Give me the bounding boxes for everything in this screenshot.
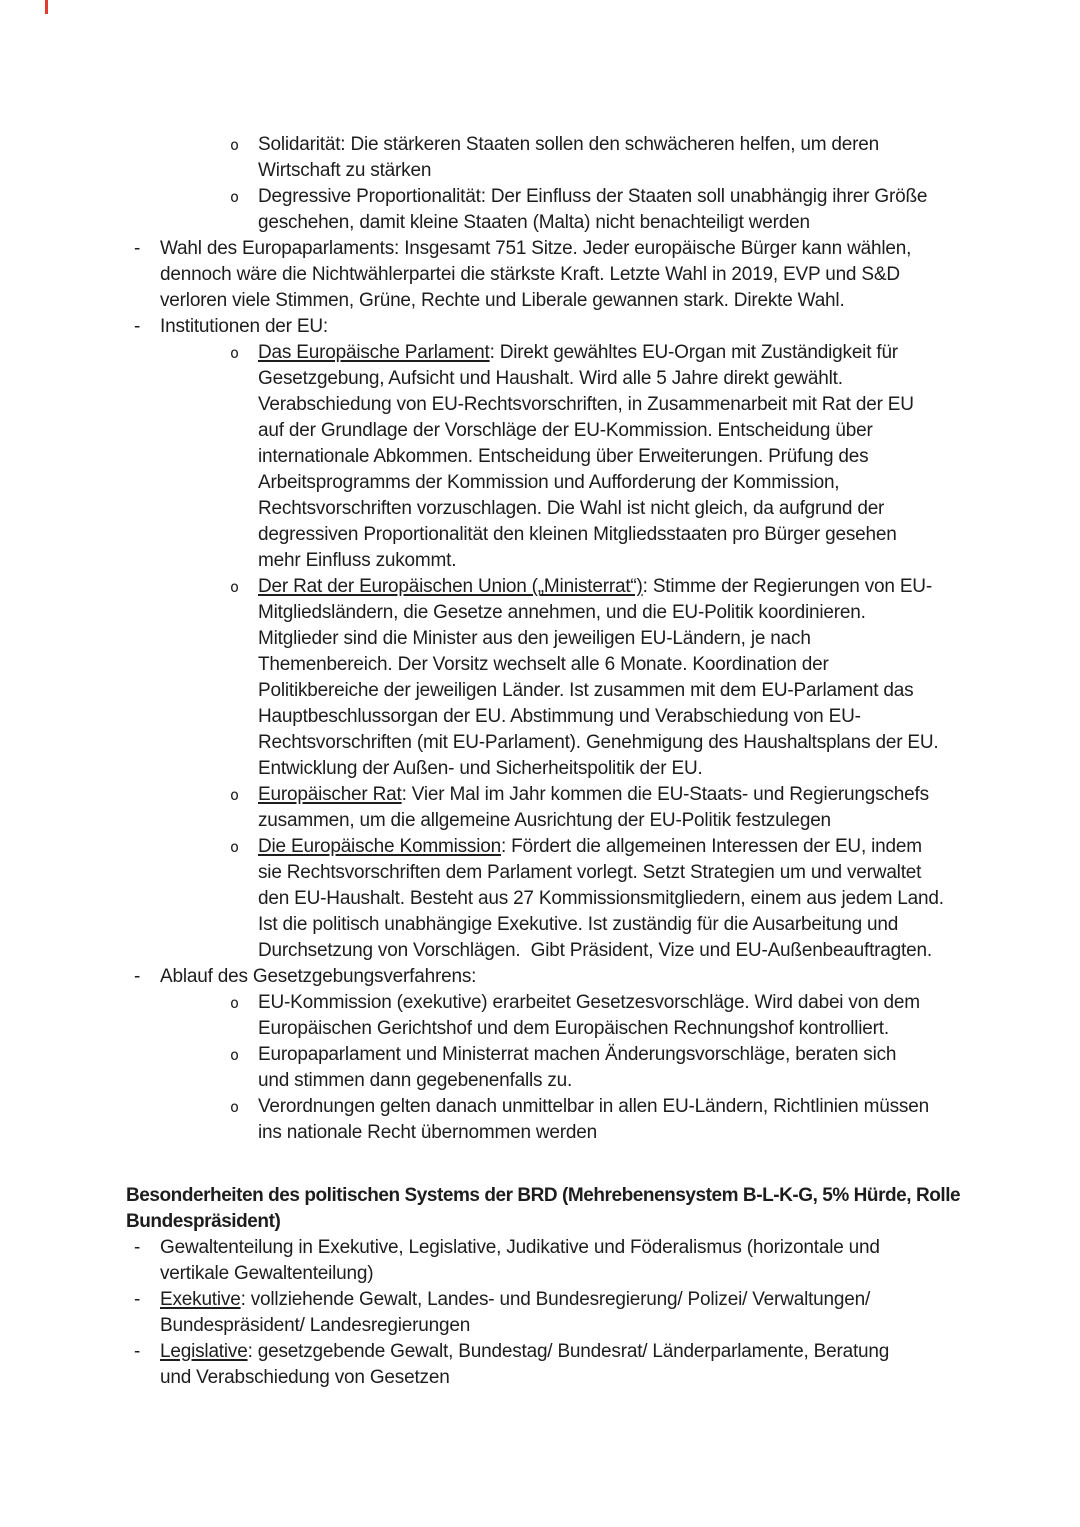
list-item xyxy=(0,834,1080,964)
item-text xyxy=(258,990,1080,1042)
text-segment: Rechtsvorschriften vorzuschlagen. Die Wahl ist nicht gleich, da aufgrund der xyxy=(258,498,885,519)
text-segment: und stimmen dann gegebenenfalls zu. xyxy=(258,1070,573,1091)
text-segment: dennoch wäre die Nichtwählerpartei die stärkste Kraft. Letzte Wahl in 2019, EVP und S&D xyxy=(160,264,900,285)
text-line xyxy=(160,1287,1080,1313)
list-item xyxy=(0,340,1080,574)
text-segment: Ablauf des Gesetzgebungsverfahrens: xyxy=(160,966,477,987)
text-segment: Themenbereich. Der Vorsitz wechselt alle 6 Monate. Koordination der xyxy=(258,654,829,675)
text-segment: geschehen, damit kleine Staaten (Malta) nicht benachteiligt werden xyxy=(258,212,810,233)
list-item xyxy=(0,990,1080,1042)
text-line xyxy=(258,626,1080,652)
text-line xyxy=(126,1183,1080,1209)
list-item xyxy=(0,1287,1080,1339)
text-line xyxy=(258,730,1080,756)
text-segment: : vollziehende Gewalt, Landes- und Bundesregierung/ Polizei/ Verwaltungen/ xyxy=(240,1289,871,1310)
text-line xyxy=(258,1068,1080,1094)
list-item xyxy=(0,132,1080,184)
underlined-term: Das Europäische Parlament xyxy=(258,342,490,363)
text-segment: zusammen, um die allgemeine Ausrichtung der EU-Politik festzulegen xyxy=(258,810,831,831)
text-segment: Mitglieder sind die Minister aus den jeweiligen EU-Ländern, je nach xyxy=(258,628,811,649)
text-line xyxy=(258,860,1080,886)
text-line xyxy=(258,574,1080,600)
text-line xyxy=(258,444,1080,470)
text-line xyxy=(258,652,1080,678)
bullet-marker: o xyxy=(230,188,239,206)
text-segment: Besonderheiten des politischen Systems der BRD (Mehrebenensystem B-L-K-G, 5% Hürde, Rolle xyxy=(126,1185,961,1206)
item-text xyxy=(258,1042,1080,1094)
item-text xyxy=(160,1287,1080,1339)
bullet-marker: - xyxy=(134,966,141,987)
text-segment: Gewaltenteilung in Exekutive, Legislative, Judikative und Föderalismus (horizontale und xyxy=(160,1237,880,1258)
underlined-term: Exekutive xyxy=(160,1289,241,1310)
bullet-marker: o xyxy=(230,136,239,154)
text-segment: Bundespräsident/ Landesregierungen xyxy=(160,1315,471,1336)
text-segment: Gesetzgebung, Aufsicht und Haushalt. Wird alle 5 Jahre direkt gewählt. xyxy=(258,368,843,389)
text-segment: : Stimme der Regierungen von EU- xyxy=(642,576,932,597)
underlined-term: Der Rat der Europäischen Union („Ministerrat“) xyxy=(258,576,643,597)
text-segment: : Vier Mal im Jahr kommen die EU-Staats- und Regierungschefs xyxy=(401,784,929,805)
text-line xyxy=(258,1120,1080,1146)
text-segment: Bundespräsident) xyxy=(126,1211,281,1232)
item-text xyxy=(258,574,1080,782)
text-line xyxy=(258,834,1080,860)
text-line xyxy=(258,1094,1080,1120)
text-segment: vertikale Gewaltenteilung) xyxy=(160,1263,374,1284)
text-line xyxy=(258,1016,1080,1042)
text-segment: Solidarität: Die stärkeren Staaten sollen den schwächeren helfen, um deren xyxy=(258,134,880,155)
item-text xyxy=(160,1339,1080,1391)
text-line xyxy=(160,314,1080,340)
text-segment: Durchsetzung von Vorschlägen. Gibt Präsident, Vize und EU-Außenbeauftragten. xyxy=(258,940,932,961)
list-item xyxy=(0,314,1080,340)
list-item xyxy=(0,1339,1080,1391)
text-line xyxy=(160,236,1080,262)
text-line xyxy=(258,600,1080,626)
text-segment: mehr Einfluss zukommt. xyxy=(258,550,457,571)
text-segment: ins nationale Recht übernommen werden xyxy=(258,1122,598,1143)
document-body xyxy=(0,132,1080,1391)
section-heading xyxy=(0,1183,1080,1235)
text-segment: Europaparlament und Ministerrat machen Änderungsvorschläge, beraten sich xyxy=(258,1044,897,1065)
bullet-marker: - xyxy=(134,1289,141,1310)
text-segment: Politikbereiche der jeweiligen Länder. Ist zusammen mit dem EU-Parlament das xyxy=(258,680,914,701)
text-line xyxy=(258,522,1080,548)
text-segment: Europäischen Gerichtshof und dem Europäischen Rechnungshof kontrolliert. xyxy=(258,1018,889,1039)
item-text xyxy=(258,782,1080,834)
text-segment: internationale Abkommen. Entscheidung über Erweiterungen. Prüfung des xyxy=(258,446,869,467)
list-item xyxy=(0,236,1080,314)
text-line xyxy=(258,912,1080,938)
text-line xyxy=(258,782,1080,808)
text-line xyxy=(160,1261,1080,1287)
text-segment: Ist die politisch unabhängige Exekutive. Ist zuständig für die Ausarbeitung und xyxy=(258,914,899,935)
text-segment: : gesetzgebende Gewalt, Bundestag/ Bundesrat/ Länderparlamente, Beratung xyxy=(247,1341,890,1362)
text-line xyxy=(258,184,1080,210)
item-text xyxy=(258,184,1080,236)
text-line xyxy=(160,1365,1080,1391)
bullet-marker: - xyxy=(134,238,141,259)
text-segment: Institutionen der EU: xyxy=(160,316,328,337)
text-line xyxy=(258,366,1080,392)
item-text xyxy=(258,834,1080,964)
text-line xyxy=(258,990,1080,1016)
text-line xyxy=(258,704,1080,730)
text-line xyxy=(126,1209,1080,1235)
text-segment: Verabschiedung von EU-Rechtsvorschriften, in Zusammenarbeit mit Rat der EU xyxy=(258,394,914,415)
list-item xyxy=(0,964,1080,990)
text-segment: den EU-Haushalt. Besteht aus 27 Kommissionsmitgliedern, einem aus jedem Land. xyxy=(258,888,944,909)
text-segment: Mitgliedsländern, die Gesetze annehmen, und die EU-Politik koordinieren. xyxy=(258,602,866,623)
list-item xyxy=(0,1042,1080,1094)
text-line xyxy=(160,1339,1080,1365)
text-segment: Entwicklung der Außen- und Sicherheitspolitik der EU. xyxy=(258,758,703,779)
text-line xyxy=(258,678,1080,704)
item-text xyxy=(160,236,1080,314)
text-segment: Rechtsvorschriften (mit EU-Parlament). Genehmigung des Haushaltsplans der EU. xyxy=(258,732,939,753)
bullet-marker: o xyxy=(230,994,239,1012)
item-text xyxy=(160,1235,1080,1287)
text-line xyxy=(258,210,1080,236)
text-line xyxy=(258,392,1080,418)
item-text xyxy=(160,964,1080,990)
text-segment: : Fördert die allgemeinen Interessen der EU, indem xyxy=(500,836,922,857)
text-line xyxy=(258,886,1080,912)
text-line xyxy=(258,340,1080,366)
bullet-marker: o xyxy=(230,578,239,596)
bullet-marker: - xyxy=(134,1237,141,1258)
text-line xyxy=(258,132,1080,158)
text-segment: EU-Kommission (exekutive) erarbeitet Gesetzesvorschläge. Wird dabei von dem xyxy=(258,992,920,1013)
bullet-marker: - xyxy=(134,1341,141,1362)
underlined-term: Die Europäische Kommission xyxy=(258,836,501,857)
text-line xyxy=(258,938,1080,964)
text-line xyxy=(160,262,1080,288)
text-segment: Wahl des Europaparlaments: Insgesamt 751 Sitze. Jeder europäische Bürger kann wählen, xyxy=(160,238,912,259)
text-segment: : Direkt gewähltes EU-Organ mit Zuständigkeit für xyxy=(489,342,898,363)
bullet-marker: - xyxy=(134,316,141,337)
text-line xyxy=(160,964,1080,990)
list-item xyxy=(0,782,1080,834)
bullet-marker: o xyxy=(230,1098,239,1116)
text-segment: Hauptbeschlussorgan der EU. Abstimmung und Verabschiedung von EU- xyxy=(258,706,861,727)
bullet-marker: o xyxy=(230,1046,239,1064)
list-item xyxy=(0,574,1080,782)
text-segment: sie Rechtsvorschriften dem Parlament vorlegt. Setzt Strategien um und verwaltet xyxy=(258,862,922,883)
text-line xyxy=(160,1235,1080,1261)
underlined-term: Europäischer Rat xyxy=(258,784,402,805)
item-text xyxy=(160,314,1080,340)
text-line xyxy=(258,418,1080,444)
item-text xyxy=(258,340,1080,574)
bullet-marker: o xyxy=(230,344,239,362)
bullet-marker: o xyxy=(230,838,239,856)
item-text xyxy=(258,1094,1080,1146)
text-line xyxy=(258,808,1080,834)
text-line xyxy=(258,158,1080,184)
list-item xyxy=(0,1094,1080,1146)
text-segment: Arbeitsprogramms der Kommission und Aufforderung der Kommission, xyxy=(258,472,840,493)
text-line xyxy=(160,1313,1080,1339)
red-pen-mark xyxy=(45,0,48,14)
item-text xyxy=(258,132,1080,184)
text-segment: Wirtschaft zu stärken xyxy=(258,160,432,181)
list-item xyxy=(0,1235,1080,1287)
underlined-term: Legislative xyxy=(160,1341,248,1362)
text-segment: auf der Grundlage der Vorschläge der EU-Kommission. Entscheidung über xyxy=(258,420,873,441)
text-segment: degressiven Proportionalität den kleinen Mitgliedsstaaten pro Bürger gesehen xyxy=(258,524,897,545)
text-line xyxy=(258,496,1080,522)
text-segment: verloren viele Stimmen, Grüne, Rechte und Liberale gewannen stark. Direkte Wahl. xyxy=(160,290,845,311)
text-line xyxy=(258,548,1080,574)
text-segment: und Verabschiedung von Gesetzen xyxy=(160,1367,450,1388)
text-line xyxy=(258,756,1080,782)
list-item xyxy=(0,184,1080,236)
text-line xyxy=(258,470,1080,496)
text-line xyxy=(160,288,1080,314)
text-segment: Degressive Proportionalität: Der Einfluss der Staaten soll unabhängig ihrer Größe xyxy=(258,186,928,207)
bullet-marker: o xyxy=(230,786,239,804)
text-line xyxy=(258,1042,1080,1068)
text-segment: Verordnungen gelten danach unmittelbar in allen EU-Ländern, Richtlinien müssen xyxy=(258,1096,929,1117)
